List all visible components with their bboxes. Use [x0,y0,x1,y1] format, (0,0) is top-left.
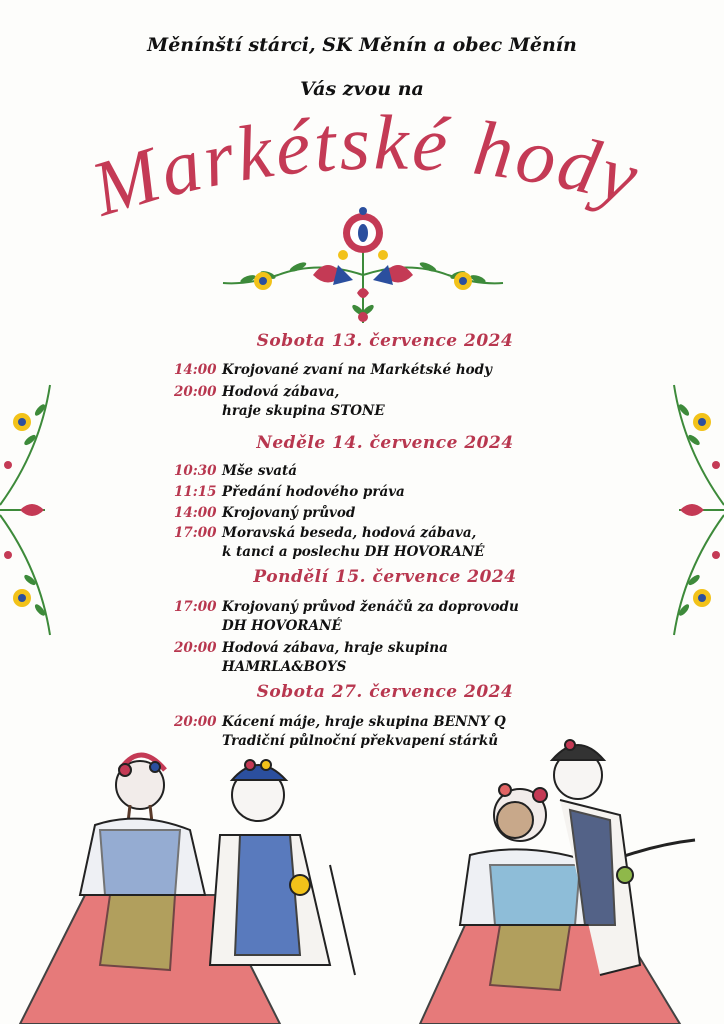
folk-ornament-side-left-icon [0,380,60,640]
event-desc: Předání hodového práva [222,484,405,500]
day-heading-3: Pondělí 15. července 2024 [253,567,517,587]
event-time: 10:30 [174,463,217,479]
folk-ornament-icon [218,205,508,330]
event-item [174,599,519,634]
title-text: Markétské hody [81,110,650,233]
intro-line-2: Vás zvou na [300,78,424,100]
event-desc: Hodová zábava, hraje skupina [222,640,448,656]
event-desc: Hodová zábava, [222,384,340,400]
event-time: 20:00 [174,714,217,730]
event-time: 14:00 [174,505,217,521]
event-desc-cont: Tradiční půlnoční překvapení stárků [222,733,499,749]
event-desc: Krojovaný průvod [222,505,356,521]
day-heading-4: Sobota 27. července 2024 [256,682,514,702]
event-item [174,484,405,500]
event-desc: Krojované zvaní na Markétské hody [222,362,492,378]
event-item [174,463,297,479]
folk-ornament-side-right-icon [664,380,724,640]
event-desc-cont: HAMRLA&BOYS [222,659,347,675]
event-time: 17:00 [174,525,217,541]
dancers-illustration [0,725,724,1024]
event-desc: Kácení máje, hraje skupina BENNY Q [222,714,506,730]
event-desc-cont: hraje skupina STONE [222,403,385,419]
event-desc-cont: k tanci a poslechu DH HOVORANÉ [222,544,485,560]
event-time: 17:00 [174,599,217,615]
event-item [174,505,355,521]
day-heading-2: Neděle 14. července 2024 [256,433,514,453]
day-heading-1: Sobota 13. července 2024 [256,331,514,351]
event-item [174,640,448,675]
event-desc-cont: DH HOVORANÉ [222,618,342,634]
event-time: 20:00 [174,640,217,656]
event-item [174,525,484,560]
event-item [174,362,492,378]
event-time: 20:00 [174,384,217,400]
event-desc: Mše svatá [222,463,298,479]
event-desc: Moravská beseda, hodová zábava, [222,525,477,541]
event-item [174,384,385,419]
intro-line-1: Měnínští stárci, SK Měnín a obec Měnín [147,34,577,56]
event-time: 11:15 [174,484,217,500]
event-time: 14:00 [174,362,217,378]
event-desc: Krojovaný průvod ženáčů za doprovodu [222,599,519,615]
